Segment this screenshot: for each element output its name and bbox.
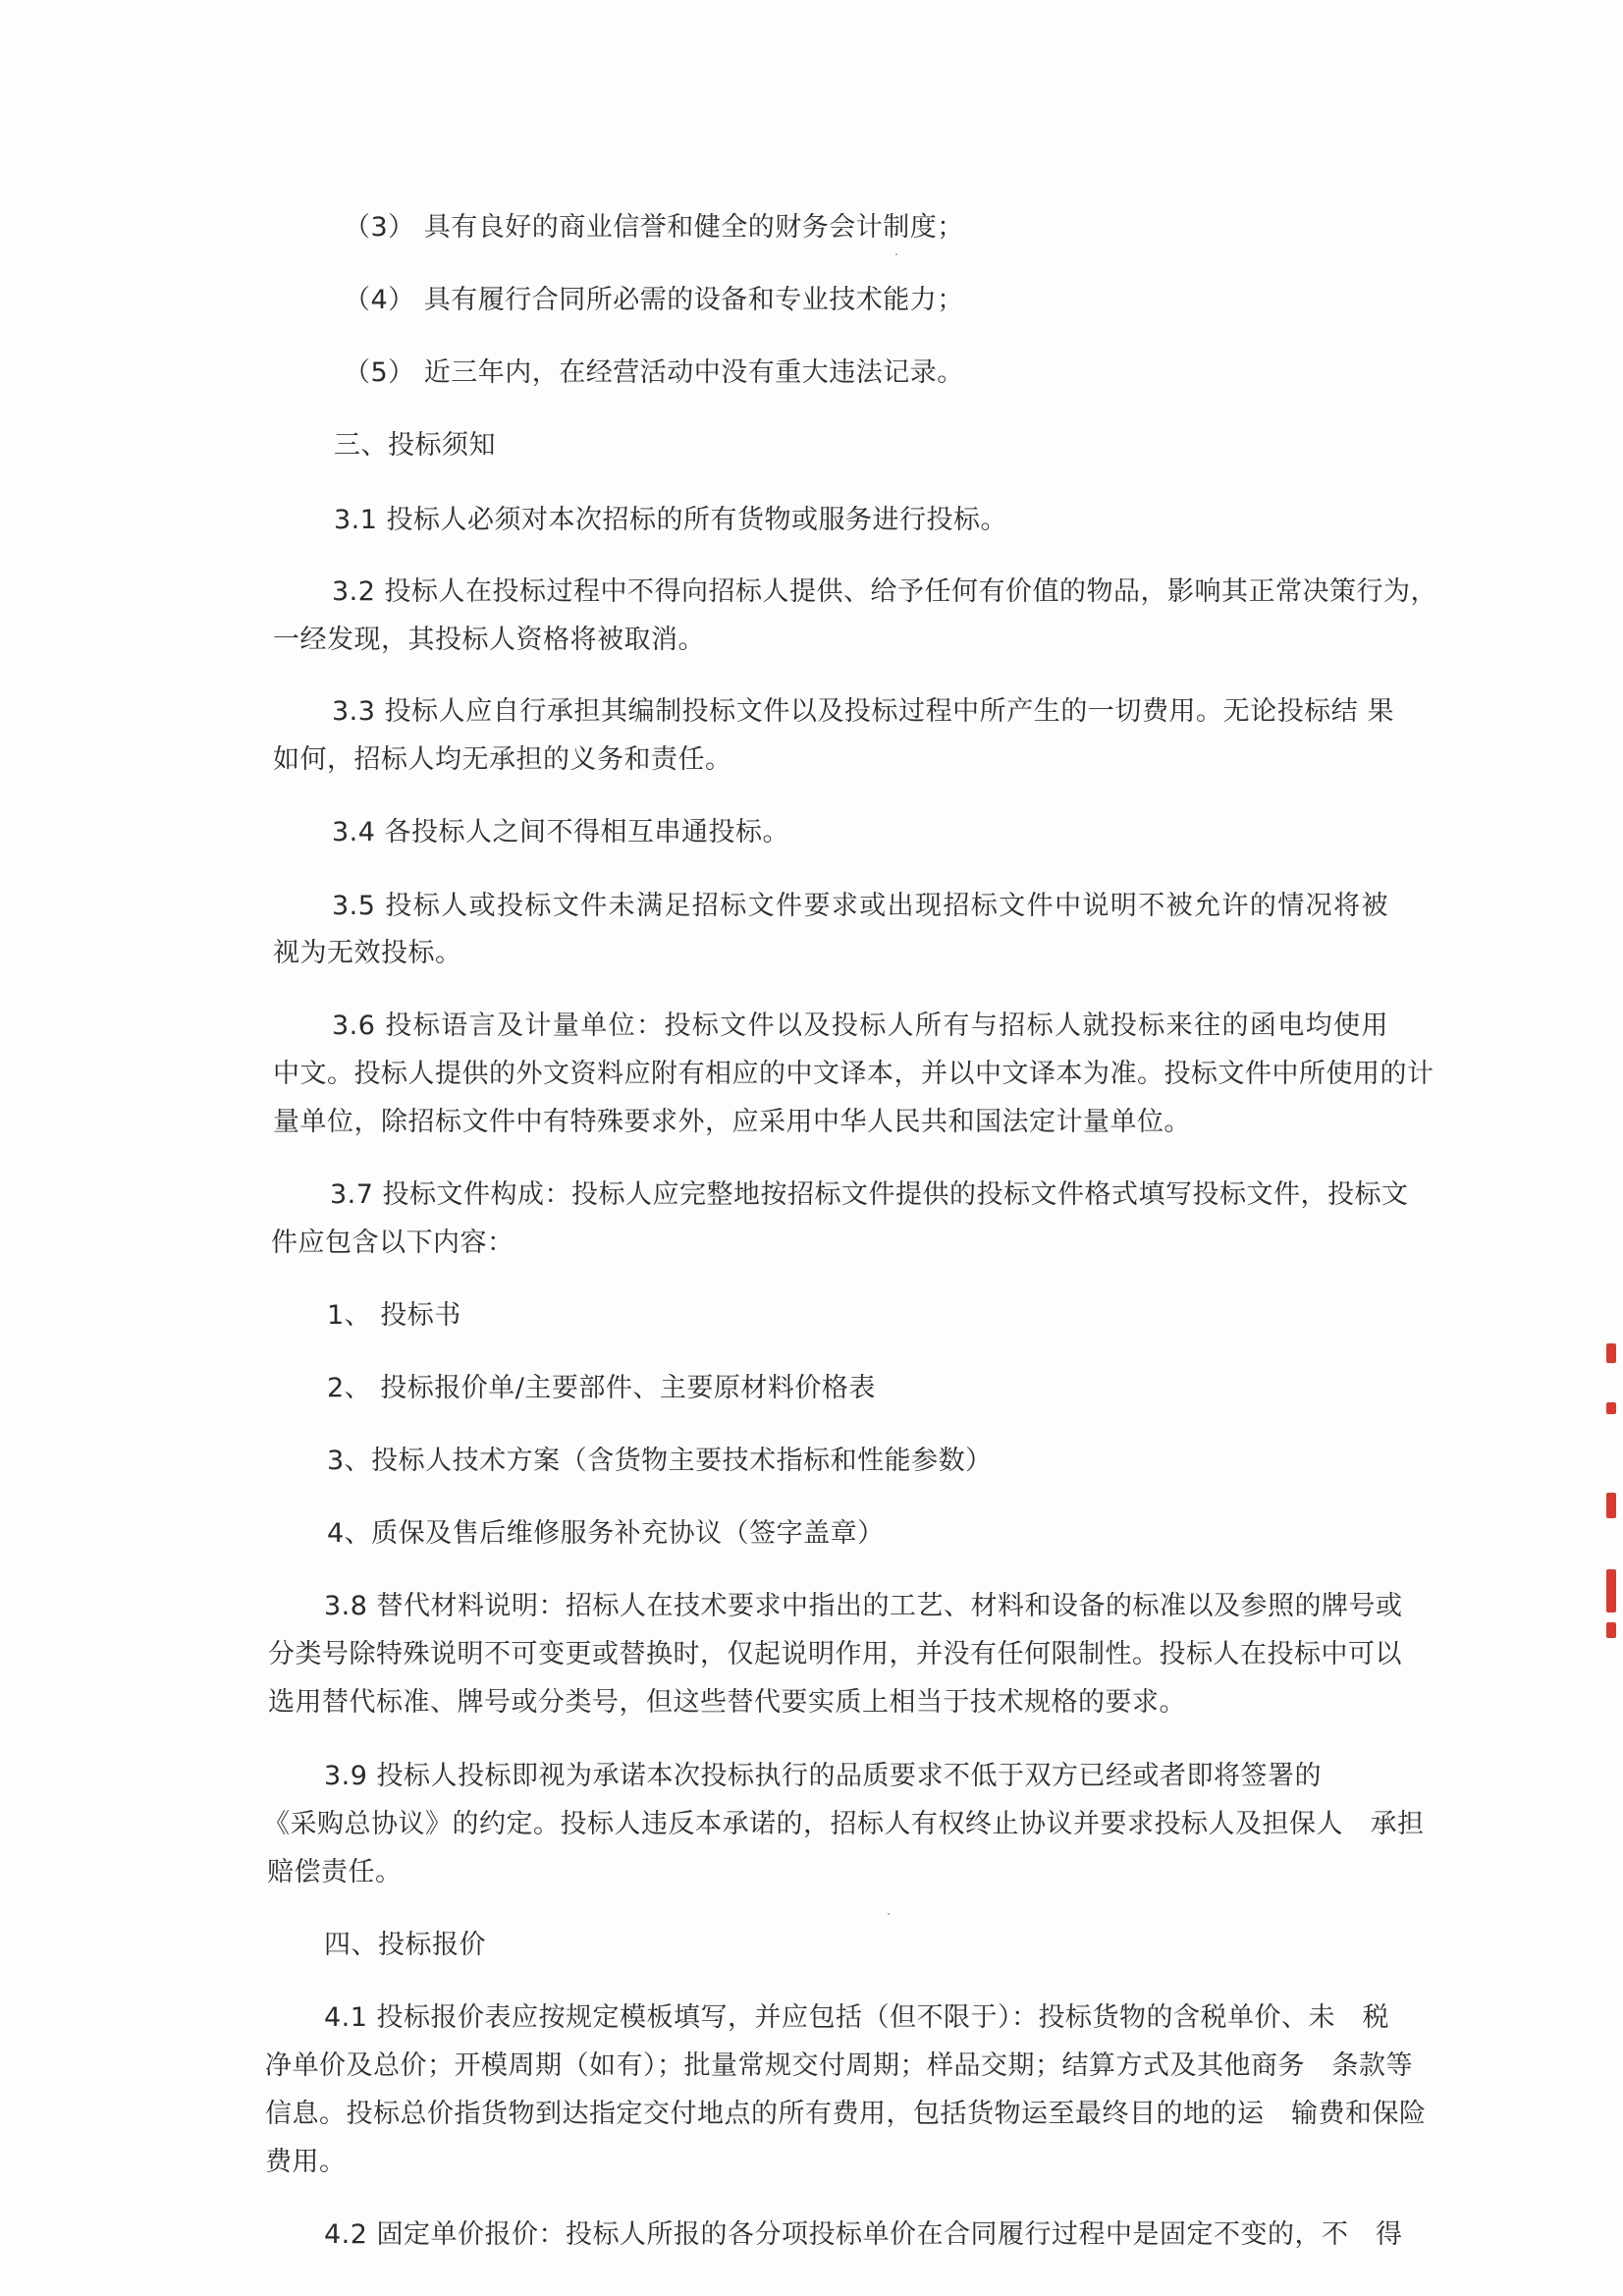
para-3-1: 3.1 投标人必须对本次招标的所有货物或服务进行投标。 bbox=[334, 505, 1008, 535]
heading-bidding-instructions: 三、投标须知 bbox=[334, 430, 496, 461]
seal-edge-mark bbox=[1606, 1343, 1616, 1363]
para-3-2-line-1: 3.2 投标人在投标过程中不得向招标人提供、给予任何有价值的物品，影响其正常决策行为， bbox=[332, 576, 1438, 607]
para-3-6-line-2: 中文。投标人提供的外文资料应附有相应的中文译本，并以中文译本为准。投标文件中所使用的计 bbox=[273, 1059, 1434, 1089]
para-3-4: 3.4 各投标人之间不得相互串通投标。 bbox=[332, 817, 790, 847]
para-4-1-line-2: 净单价及总价；开模周期（如有）；批量常规交付周期；样品交期；结算方式及其他商务 条款等 bbox=[265, 2050, 1413, 2081]
para-3-9-line-3: 赔偿责任。 bbox=[267, 1857, 403, 1887]
para-3-9-line-2: 《采购总协议》的约定。投标人违反本承诺的，招标人有权终止协议并要求投标人及担保人 承担 bbox=[263, 1809, 1425, 1839]
para-4-1-line-4: 费用。 bbox=[265, 2147, 347, 2177]
list-item-warranty-agreement: 4、质保及售后维修服务补充协议（签字盖章） bbox=[327, 1518, 885, 1549]
para-qualification-4: （4） 具有履行合同所必需的设备和专业技术能力； bbox=[344, 285, 964, 315]
para-4-1-line-3: 信息。投标总价指货物到达指定交付地点的所有费用，包括货物运至最终目的地的运 输费和保险 bbox=[265, 2099, 1427, 2129]
para-3-8-line-3: 选用替代标准、牌号或分类号，但这些替代要实质上相当于技术规格的要求。 bbox=[268, 1687, 1186, 1718]
para-qualification-5: （5） 近三年内，在经营活动中没有重大违法记录。 bbox=[344, 357, 964, 388]
list-item-technical-plan: 3、投标人技术方案（含货物主要技术指标和性能参数） bbox=[327, 1446, 993, 1476]
para-4-2-line-1: 4.2 固定单价报价：投标人所报的各分项投标单价在合同履行过程中是固定不变的，不 得 bbox=[324, 2219, 1403, 2250]
para-3-8-line-2: 分类号除特殊说明不可变更或替换时，仅起说明作用，并没有任何限制性。投标人在投标中可以 bbox=[268, 1639, 1402, 1669]
para-3-5-line-2: 视为无效投标。 bbox=[273, 938, 462, 968]
list-item-price-sheet: 2、 投标报价单/主要部件、主要原材料价格表 bbox=[327, 1373, 876, 1403]
seal-edge-mark bbox=[1606, 1493, 1616, 1518]
scan-speck bbox=[895, 253, 897, 255]
para-3-3-line-2: 如何，招标人均无承担的义务和责任。 bbox=[273, 744, 732, 775]
para-3-6-line-3: 量单位，除招标文件中有特殊要求外，应采用中华人民共和国法定计量单位。 bbox=[273, 1107, 1191, 1137]
seal-edge-mark bbox=[1606, 1402, 1616, 1414]
para-qualification-3: （3） 具有良好的商业信誉和健全的财务会计制度； bbox=[344, 212, 964, 243]
para-3-5-line-1: 3.5 投标人或投标文件未满足招标文件要求或出现招标文件中说明不被允许的情况将被 bbox=[332, 891, 1388, 921]
list-item-bid-letter: 1、 投标书 bbox=[327, 1300, 461, 1331]
heading-bid-price: 四、投标报价 bbox=[324, 1930, 486, 1960]
para-3-2-line-2: 一经发现，其投标人资格将被取消。 bbox=[273, 625, 705, 655]
scan-speck bbox=[888, 1913, 890, 1915]
para-3-9-line-1: 3.9 投标人投标即视为承诺本次投标执行的品质要求不低于双方已经或者即将签署的 bbox=[324, 1761, 1323, 1791]
seal-edge-mark bbox=[1606, 1622, 1616, 1638]
para-3-3-line-1: 3.3 投标人应自行承担其编制投标文件以及投标过程中所产生的一切费用。无论投标结 果 bbox=[332, 696, 1394, 727]
para-3-7-line-1: 3.7 投标文件构成：投标人应完整地按招标文件提供的投标文件格式填写投标文件，投标文 bbox=[330, 1179, 1409, 1210]
para-3-8-line-1: 3.8 替代材料说明：招标人在技术要求中指出的工艺、材料和设备的标准以及参照的牌号或 bbox=[324, 1591, 1403, 1621]
para-3-7-line-2: 件应包含以下内容： bbox=[271, 1228, 514, 1258]
seal-edge-mark bbox=[1606, 1569, 1616, 1613]
para-3-6-line-1: 3.6 投标语言及计量单位：投标文件以及投标人所有与招标人就投标来往的函电均使用 bbox=[332, 1011, 1388, 1041]
para-4-1-line-1: 4.1 投标报价表应按规定模板填写，并应包括（但不限于）：投标货物的含税单价、未 税 bbox=[324, 2002, 1390, 2033]
